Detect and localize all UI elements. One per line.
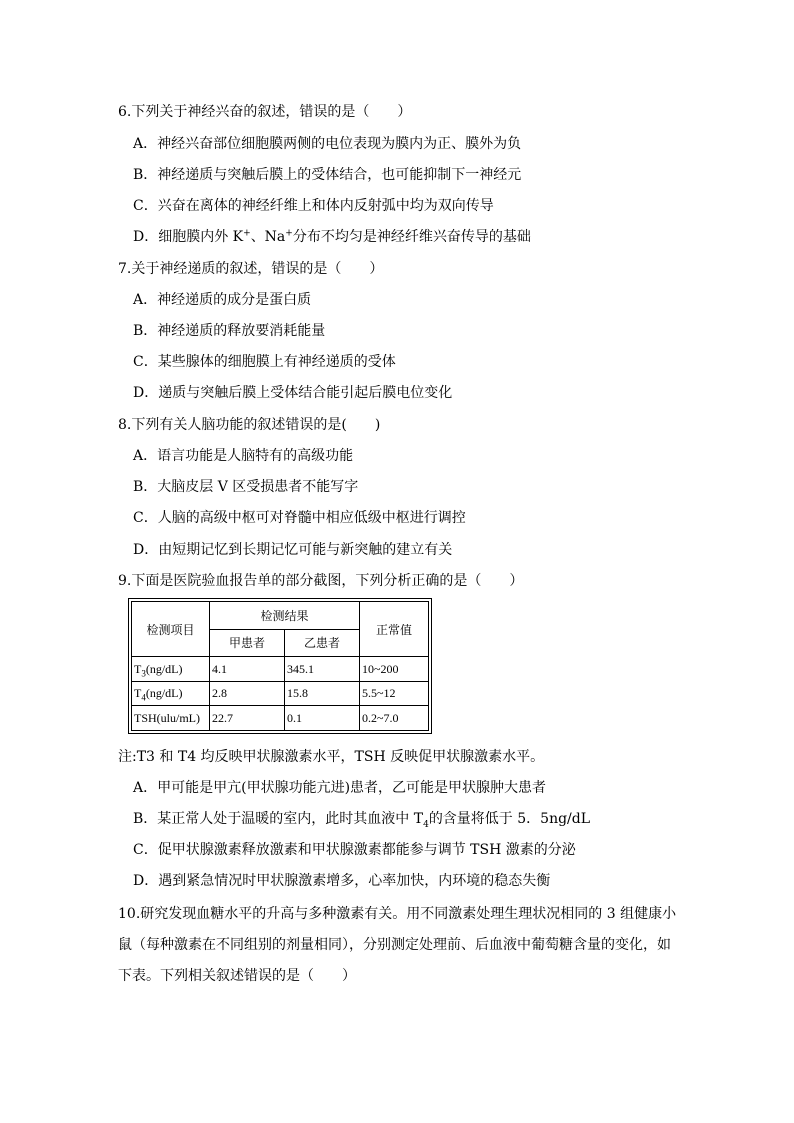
table-row [132, 657, 429, 682]
table-row [132, 706, 429, 731]
q7-option-b: B．神经递质的释放要消耗能量 [133, 323, 326, 339]
t4-sub: 4 [423, 819, 429, 830]
q9-option-b [133, 809, 590, 829]
q8-option-c: C．人脑的高级中枢可对脊髓中相应低级中枢进行调控 [133, 510, 466, 526]
k-charge: + [243, 228, 251, 239]
item-unit: (ulu/mL) [156, 710, 200, 725]
q7-stem: 7.关于神经递质的叙述，错误的是（ ） [118, 261, 384, 277]
item-unit: (ng/dL) [145, 661, 183, 676]
q9-option-a: A．甲可能是甲亢(甲状腺功能亢进)患者，乙可能是甲状腺肿大患者 [133, 780, 547, 796]
na-charge: + [285, 228, 293, 239]
q8-stem: 8.下列有关人脑功能的叙述错误的是( ) [118, 417, 381, 433]
item-unit: (ng/dL) [145, 686, 183, 701]
q9-option-b-post: 的含量将低于 5．5ng/dL [428, 811, 591, 827]
q7-option-c: C．某些腺体的细胞膜上有神经递质的受体 [133, 354, 396, 370]
cell-normal: 10~200 [360, 657, 429, 682]
blood-test-table-frame [128, 598, 432, 734]
item-sub: 4 [141, 692, 146, 703]
row-item-tsh [132, 706, 210, 731]
row-item-t3 [132, 657, 210, 682]
header-normal: 正常值 [360, 602, 429, 657]
q6-option-b: B．神经递质与突触后膜上的受体结合，也可能抑制下一神经元 [133, 167, 522, 183]
q10-line-3: 下表。下列相关叙述错误的是（ ） [118, 968, 356, 984]
header-patient-b: 乙患者 [285, 629, 360, 657]
q8-option-a: A．语言功能是人脑特有的高级功能 [133, 448, 354, 464]
q9-option-c: C．促甲状腺激素释放激素和甲状腺激素都能参与调节 TSH 激素的分泌 [133, 842, 576, 858]
q6-stem: 6.下列关于神经兴奋的叙述，错误的是（ ） [118, 104, 412, 120]
q6-option-c: C．兴奋在离体的神经纤维上和体内反射弧中均为双向传导 [133, 198, 494, 214]
item-base: T [134, 686, 142, 701]
row-item-t4 [132, 681, 210, 706]
q9-note: 注:T3 和 T4 均反映甲状腺激素水平，TSH 反映促甲状腺激素水平。 [118, 749, 545, 765]
header-result: 检测结果 [210, 602, 360, 630]
cell-b: 345.1 [285, 657, 360, 682]
q7-option-d: D．递质与突触后膜上受体结合能引起后膜电位变化 [133, 385, 453, 401]
q6-option-d-mid: 、Na [250, 229, 286, 245]
q7-option-a: A．神经递质的成分是蛋白质 [133, 292, 312, 308]
cell-normal: 5.5~12 [360, 681, 429, 706]
q10-line-2: 鼠（每种激素在不同组别的剂量相同），分别测定处理前、后血液中葡萄糖含量的变化，如 [118, 937, 671, 953]
q6-option-d-post: 分布不均匀是神经纤维兴奋传导的基础 [292, 229, 531, 245]
header-patient-a: 甲患者 [210, 629, 285, 657]
header-item: 检测项目 [132, 602, 210, 657]
cell-a: 2.8 [210, 681, 285, 706]
cell-a: 4.1 [210, 657, 285, 682]
cell-b: 15.8 [285, 681, 360, 706]
q6-option-d [133, 227, 531, 247]
cell-normal: 0.2~7.0 [360, 706, 429, 731]
cell-b: 0.1 [285, 706, 360, 731]
q9-option-d: D．遇到紧急情况时甲状腺激素增多，心率加快，内环境的稳态失衡 [133, 873, 551, 889]
table-header-row [132, 602, 429, 630]
item-sub: 3 [141, 667, 146, 678]
q8-option-b: B．大脑皮层 V 区受损患者不能写字 [133, 479, 359, 495]
item-base: TSH [134, 710, 157, 725]
item-base: T [134, 661, 142, 676]
cell-a: 22.7 [210, 706, 285, 731]
q10-line-1: 10.研究发现血糖水平的升高与多种激素有关。用不同激素处理生理状况相同的 3 组健康小 [118, 906, 677, 922]
q8-option-d: D．由短期记忆到长期记忆可能与新突触的建立有关 [133, 542, 453, 558]
q6-option-a: A．神经兴奋部位细胞膜两侧的电位表现为膜内为正、膜外为负 [133, 136, 522, 152]
blood-test-table [131, 601, 429, 731]
q9-option-b-pre: B．某正常人处于温暖的室内，此时其血液中 T [133, 811, 424, 827]
table-row [132, 681, 429, 706]
q9-stem: 9.下面是医院验血报告单的部分截图，下列分析正确的是（ ） [118, 573, 524, 589]
q6-option-d-pre: D．细胞膜内外 K [133, 229, 244, 245]
